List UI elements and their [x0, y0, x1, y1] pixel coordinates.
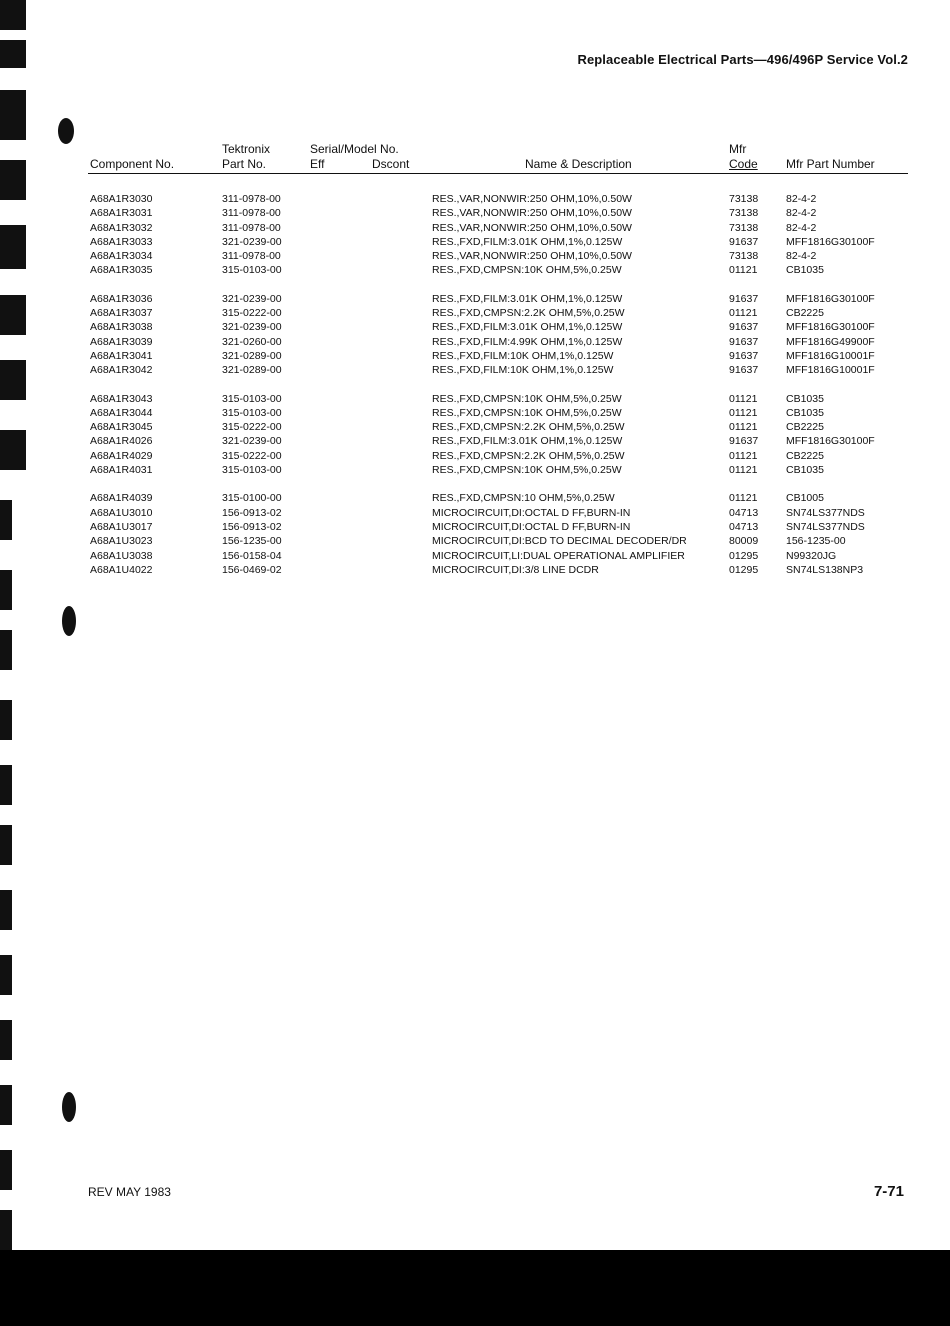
component-number: A68A1R4029: [90, 449, 153, 462]
component-number: A68A1U3010: [90, 506, 153, 519]
binding-tab: [0, 0, 26, 30]
tek-part-number: 321-0239-00: [222, 235, 282, 248]
mfr-part-number: SN74LS377NDS: [786, 506, 865, 519]
mfr-code: 01121: [729, 406, 758, 419]
mfr-part-number: MFF1816G30100F: [786, 292, 875, 305]
mfr-part-number: 82-4-2: [786, 250, 817, 263]
part-description: RES.,FXD,FILM:10K OHM,1%,0.125W: [432, 364, 614, 377]
mfr-part-number: MFF1816G10001F: [786, 349, 875, 362]
col-head-tektronix: Tektronix: [222, 142, 271, 156]
col-head-eff: Eff: [310, 157, 325, 171]
col-head-mfr-part: Mfr Part Number: [786, 157, 875, 171]
mfr-part-number: 82-4-2: [786, 221, 817, 234]
mfr-part-number: CB1035: [786, 392, 824, 405]
header-rule: [88, 173, 908, 174]
parts-table: [0, 192, 950, 591]
tek-part-number: 156-0469-02: [222, 563, 282, 576]
mfr-part-number: CB2225: [786, 307, 824, 320]
tek-part-number: 315-0100-00: [222, 492, 282, 505]
component-number: A68A1R3044: [90, 406, 153, 419]
tek-part-number: 315-0103-00: [222, 464, 282, 477]
tek-part-number: 321-0260-00: [222, 335, 282, 348]
part-description: RES.,VAR,NONWIR:250 OHM,10%,0.50W: [432, 221, 632, 234]
row-group: [0, 292, 950, 378]
table-row: [0, 534, 950, 548]
tek-part-number: 311-0978-00: [222, 207, 281, 220]
tek-part-number: 156-0913-02: [222, 520, 282, 533]
mfr-code: 01295: [729, 563, 759, 576]
col-head-name: Name & Description: [525, 157, 632, 171]
tek-part-number: 311-0978-00: [222, 221, 281, 234]
part-description: MICROCIRCUIT,DI:BCD TO DECIMAL DECODER/DR: [432, 535, 687, 548]
part-description: RES.,FXD,CMPSN:10 OHM,5%,0.25W: [432, 492, 615, 505]
table-row: [0, 406, 950, 420]
table-row: [0, 434, 950, 448]
mfr-code: 91637: [729, 321, 759, 334]
part-description: RES.,FXD,FILM:3.01K OHM,1%,0.125W: [432, 321, 623, 334]
component-number: A68A1R3032: [90, 221, 153, 234]
mfr-code: 73138: [729, 193, 759, 205]
mfr-code: 04713: [729, 506, 759, 519]
tek-part-number: 321-0239-00: [222, 435, 282, 448]
part-description: MICROCIRCUIT,LI:DUAL OPERATIONAL AMPLIFIER: [432, 549, 685, 562]
part-description: RES.,FXD,FILM:3.01K OHM,1%,0.125W: [432, 235, 623, 248]
mfr-part-number: MFF1816G30100F: [786, 235, 875, 248]
tek-part-number: 315-0103-00: [222, 264, 282, 277]
binding-tab: [0, 1210, 12, 1250]
mfr-code: 01121: [729, 421, 758, 434]
table-row: [0, 320, 950, 334]
mfr-code: 01121: [729, 392, 758, 405]
mfr-code: 01121: [729, 307, 758, 320]
part-description: MICROCIRCUIT,DI:OCTAL D FF,BURN-IN: [432, 506, 631, 519]
tek-part-number: 321-0289-00: [222, 349, 282, 362]
component-number: A68A1R3041: [90, 349, 153, 362]
mfr-code: 91637: [729, 292, 759, 305]
punch-hole-mark: [62, 1092, 76, 1122]
component-number: A68A1R3045: [90, 421, 153, 434]
table-row: [0, 235, 950, 249]
table-row: [0, 392, 950, 406]
mfr-code: 04713: [729, 520, 759, 533]
part-description: RES.,FXD,CMPSN:10K OHM,5%,0.25W: [432, 406, 622, 419]
mfr-code: 73138: [729, 221, 759, 234]
component-number: A68A1U3023: [90, 535, 153, 548]
tek-part-number: 321-0289-00: [222, 364, 282, 377]
table-row: [0, 221, 950, 235]
component-number: A68A1R3036: [90, 292, 153, 305]
part-description: RES.,FXD,CMPSN:2.2K OHM,5%,0.25W: [432, 449, 625, 462]
table-row: [0, 463, 950, 477]
col-head-mfr: Mfr: [729, 142, 747, 156]
table-row: [0, 363, 950, 377]
part-description: RES.,FXD,FILM:10K OHM,1%,0.125W: [432, 349, 614, 362]
mfr-part-number: SN74LS138NP3: [786, 563, 864, 576]
binding-tab: [0, 1150, 12, 1190]
component-number: A68A1R3043: [90, 392, 153, 405]
table-row: [0, 206, 950, 220]
binding-tab: [0, 955, 12, 995]
mfr-part-number: CB2225: [786, 449, 824, 462]
mfr-code: 01121: [729, 464, 758, 477]
table-row: [0, 263, 950, 277]
mfr-part-number: 82-4-2: [786, 193, 817, 205]
tek-part-number: 321-0239-00: [222, 321, 282, 334]
part-description: RES.,VAR,NONWIR:250 OHM,10%,0.50W: [432, 207, 632, 220]
row-group: [0, 491, 950, 577]
component-number: A68A1U3038: [90, 549, 153, 562]
page-header: Replaceable Electrical Parts—496/496P Service Vol.2: [577, 52, 908, 67]
mfr-part-number: 156-1235-00: [786, 535, 846, 548]
binding-tab: [0, 700, 12, 740]
binding-tab: [0, 890, 12, 930]
tek-part-number: 311-0978-00: [222, 193, 281, 205]
mfr-code: 91637: [729, 349, 759, 362]
binding-tab: [0, 765, 12, 805]
mfr-code: 80009: [729, 535, 759, 548]
col-head-component: Component No.: [90, 157, 175, 171]
table-row: [0, 449, 950, 463]
component-number: A68A1R3030: [90, 193, 153, 205]
binding-tab: [0, 90, 26, 140]
punch-hole-mark: [58, 118, 74, 144]
component-number: A68A1U4022: [90, 563, 153, 576]
component-number: A68A1R4031: [90, 464, 153, 477]
page-number: 7-71: [873, 1183, 904, 1200]
part-description: RES.,FXD,FILM:3.01K OHM,1%,0.125W: [432, 435, 623, 448]
table-row: [0, 349, 950, 363]
tek-part-number: 315-0222-00: [222, 421, 282, 434]
mfr-part-number: MFF1816G10001F: [786, 364, 875, 377]
mfr-part-number: 82-4-2: [786, 207, 817, 220]
component-number: A68A1R3039: [90, 335, 153, 348]
mfr-part-number: CB1035: [786, 464, 824, 477]
mfr-part-number: MFF1816G49900F: [786, 335, 875, 348]
table-row: [0, 306, 950, 320]
table-row: [0, 520, 950, 534]
mfr-code: 91637: [729, 235, 759, 248]
component-number: A68A1U3017: [90, 520, 153, 533]
binding-tab: [0, 825, 12, 865]
binding-tab: [0, 1085, 12, 1125]
mfr-part-number: N99320JG: [786, 549, 837, 562]
tek-part-number: 156-1235-00: [222, 535, 282, 548]
mfr-code: 73138: [729, 250, 759, 263]
component-number: A68A1R3033: [90, 235, 153, 248]
mfr-code: 91637: [729, 435, 759, 448]
tek-part-number: 156-0158-04: [222, 549, 282, 562]
component-number: A68A1R4039: [90, 492, 153, 505]
part-description: MICROCIRCUIT,DI:3/8 LINE DCDR: [432, 563, 599, 576]
part-description: RES.,FXD,CMPSN:10K OHM,5%,0.25W: [432, 264, 622, 277]
mfr-code: 73138: [729, 207, 759, 220]
mfr-part-number: MFF1816G30100F: [786, 321, 875, 334]
component-number: A68A1R3037: [90, 307, 153, 320]
mfr-part-number: SN74LS377NDS: [786, 520, 865, 533]
mfr-code: 01121: [729, 492, 758, 505]
component-number: A68A1R3034: [90, 250, 153, 263]
tek-part-number: 315-0222-00: [222, 307, 282, 320]
tek-part-number: 311-0978-00: [222, 250, 281, 263]
part-description: RES.,FXD,CMPSN:10K OHM,5%,0.25W: [432, 392, 622, 405]
table-row: [0, 335, 950, 349]
punch-hole-mark: [62, 606, 76, 636]
binding-tab: [0, 40, 26, 68]
table-row: [0, 491, 950, 505]
row-group: [0, 392, 950, 478]
mfr-code: 01121: [729, 449, 758, 462]
scan-bottom-band: [0, 1250, 950, 1326]
part-description: RES.,VAR,NONWIR:250 OHM,10%,0.50W: [432, 250, 632, 263]
mfr-code: 91637: [729, 335, 759, 348]
part-description: RES.,FXD,CMPSN:2.2K OHM,5%,0.25W: [432, 307, 625, 320]
part-description: MICROCIRCUIT,DI:OCTAL D FF,BURN-IN: [432, 520, 631, 533]
part-description: RES.,VAR,NONWIR:250 OHM,10%,0.50W: [432, 193, 632, 205]
tek-part-number: 315-0222-00: [222, 449, 282, 462]
component-number: A68A1R3038: [90, 321, 153, 334]
row-group: [0, 192, 950, 278]
part-description: RES.,FXD,FILM:3.01K OHM,1%,0.125W: [432, 292, 623, 305]
table-row: [0, 292, 950, 306]
binding-tab: [0, 630, 12, 670]
table-row: [0, 506, 950, 520]
mfr-part-number: CB1005: [786, 492, 824, 505]
component-number: A68A1R4026: [90, 435, 153, 448]
mfr-part-number: MFF1816G30100F: [786, 435, 875, 448]
part-description: RES.,FXD,FILM:4.99K OHM,1%,0.125W: [432, 335, 623, 348]
binding-tab: [0, 1020, 12, 1060]
table-row: [0, 549, 950, 563]
table-row: [0, 249, 950, 263]
component-number: A68A1R3035: [90, 264, 153, 277]
binding-edge: [0, 0, 36, 1250]
tek-part-number: 315-0103-00: [222, 392, 282, 405]
part-description: RES.,FXD,CMPSN:10K OHM,5%,0.25W: [432, 464, 622, 477]
mfr-code: 91637: [729, 364, 759, 377]
tek-part-number: 156-0913-02: [222, 506, 282, 519]
col-head-code: Code: [729, 157, 758, 171]
col-head-dscont: Dscont: [372, 157, 410, 171]
mfr-code: 01295: [729, 549, 759, 562]
component-number: A68A1R3042: [90, 364, 153, 377]
col-head-serial: Serial/Model No.: [310, 142, 399, 156]
col-head-part-no: Part No.: [222, 157, 267, 171]
mfr-part-number: CB2225: [786, 421, 824, 434]
mfr-part-number: CB1035: [786, 264, 824, 277]
mfr-part-number: CB1035: [786, 406, 824, 419]
revision-date: REV MAY 1983: [88, 1185, 171, 1199]
component-number: A68A1R3031: [90, 207, 153, 220]
part-description: RES.,FXD,CMPSN:2.2K OHM,5%,0.25W: [432, 421, 625, 434]
tek-part-number: 321-0239-00: [222, 292, 282, 305]
mfr-code: 01121: [729, 264, 758, 277]
table-row: [0, 192, 950, 206]
table-row: [0, 420, 950, 434]
table-row: [0, 563, 950, 577]
tek-part-number: 315-0103-00: [222, 406, 282, 419]
